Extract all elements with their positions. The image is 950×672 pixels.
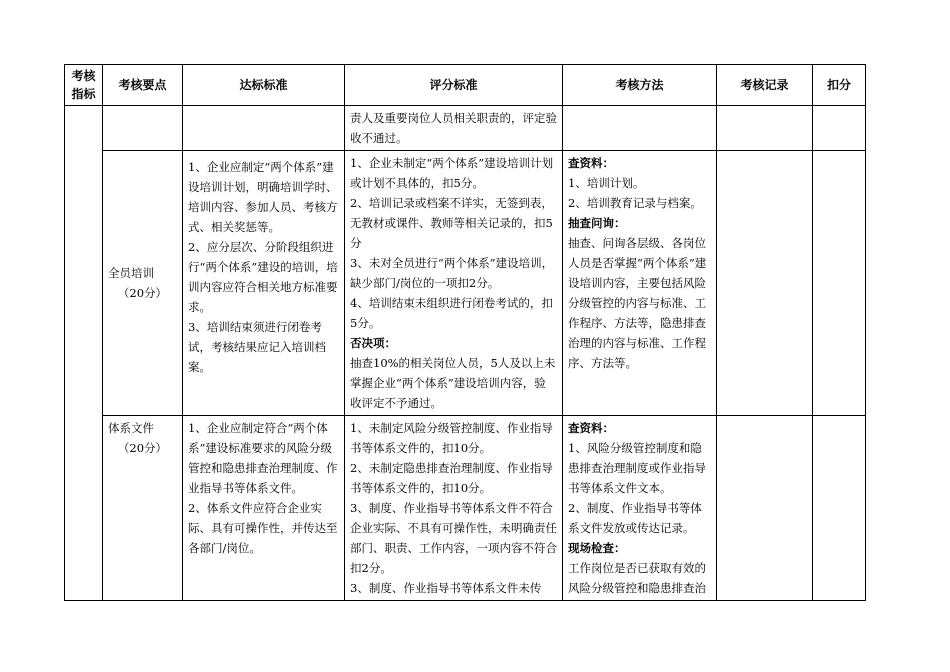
scoring-cell <box>345 416 563 601</box>
method-cell <box>563 106 717 151</box>
scoring-cell: 责人及重要岗位人员相关职责的，评定验收不通过。 <box>345 106 563 151</box>
record-cell <box>717 416 813 601</box>
veto-title: 否决项： <box>350 336 396 350</box>
inquiry-title: 抽查问询： <box>568 216 626 230</box>
key-point-cell <box>103 106 183 151</box>
scoring-cell <box>345 151 563 416</box>
scoring-item: 4、培训结束未组织进行闭卷考试的，扣5分。 <box>350 296 553 330</box>
standard-cell <box>183 416 345 601</box>
header-indicator: 考核指标 <box>65 65 103 106</box>
header-standard: 达标标准 <box>183 65 345 106</box>
key-point-label: 全员培训 <box>108 266 154 280</box>
header-key-point: 考核要点 <box>103 65 183 106</box>
veto-text: 抽查10%的相关岗位人员，5人及以上未掌握企业“两个体系”建设培训内容，验收评定不予通过。 <box>350 356 556 410</box>
check-docs-item: 2、培训教育记录与档案。 <box>568 196 702 210</box>
check-docs-item: 1、培训计划。 <box>568 176 645 190</box>
key-point-cell <box>103 151 183 416</box>
key-point-cell <box>103 416 183 601</box>
header-record: 考核记录 <box>717 65 813 106</box>
table-row-system-docs <box>65 416 866 601</box>
record-cell <box>717 151 813 416</box>
table-row-continuation <box>65 106 866 151</box>
check-docs-item: 1、风险分级管控制度和隐患排查治理制度或作业指导书等体系文件文本。 <box>568 441 706 495</box>
assessment-table <box>64 64 866 601</box>
record-cell <box>717 106 813 151</box>
deduction-cell <box>813 106 866 151</box>
standard-item: 1、企业应制定“两个体系”建设培训计划，明确培训学时、培训内容、参加人员、考核方式、相关奖惩等。 <box>188 160 338 234</box>
standard-item: 2、应分层次、分阶段组织进行“两个体系”建设的培训，培训内容应符合相关地方标准要求。 <box>188 240 338 314</box>
standard-item: 3、培训结束须进行闭卷考试，考核结果应记入培训档案。 <box>188 320 326 374</box>
check-docs-item: 2、制度、作业指导书等体系文件发放或传达记录。 <box>568 501 702 535</box>
key-point-score: （20分） <box>117 286 168 300</box>
deduction-cell <box>813 416 866 601</box>
scoring-item: 1、未制定风险分级管控制度、作业指导书等体系文件的，扣10分。 <box>350 421 553 455</box>
deduction-cell <box>813 151 866 416</box>
standard-item: 2、体系文件应符合企业实际、具有可操作性，并传达至各部门/岗位。 <box>188 501 338 555</box>
scoring-item: 3、制度、作业指导书等体系文件不符合企业实际、不具有可操作性，未明确责任部门、职责、工作内容，一项内容不符合扣2分。 <box>350 501 557 575</box>
scoring-item: 1、企业未制定“两个体系”建设培训计划或计划不具体的，扣5分。 <box>350 156 554 190</box>
check-docs-title: 查资料： <box>568 156 614 170</box>
standard-cell <box>183 151 345 416</box>
scoring-item: 3、制度、作业指导书等体系文件未传 <box>350 581 542 595</box>
scoring-item: 2、培训记录或档案不详实，无签到表，无教材或课件、教师等相关记录的，扣5分 <box>350 196 553 250</box>
inquiry-text: 抽查、问询各层级、各岗位人员是否掌握“两个体系”建设培训内容，主要包括风险分级管控的内容与标准、工作程序、方法等，隐患排查治理的内容与标准、工作程序、方法等。 <box>568 236 707 370</box>
key-point-score: （20分） <box>117 441 168 455</box>
header-deduction: 扣分 <box>813 65 866 106</box>
method-cell <box>563 416 717 601</box>
header-row <box>65 65 866 106</box>
header-method: 考核方法 <box>563 65 717 106</box>
standard-cell <box>183 106 345 151</box>
table-row-training <box>65 151 866 416</box>
standard-item: 1、企业应制定符合“两个体系”建设标准要求的风险分级管控和隐患排查治理制度、作业指导书等体系文件。 <box>188 421 338 495</box>
indicator-cell <box>65 106 103 601</box>
site-check-text: 工作岗位是否已获取有效的风险分级管控和隐患排查治 <box>568 561 706 595</box>
key-point-label: 体系文件 <box>108 421 154 435</box>
site-check-title: 现场检查： <box>568 541 626 555</box>
method-cell <box>563 151 717 416</box>
header-scoring: 评分标准 <box>345 65 563 106</box>
scoring-item: 3、未对全员进行“两个体系”建设培训，缺少部门/岗位的一项扣2分。 <box>350 256 554 290</box>
scoring-item: 2、未制定隐患排查治理制度、作业指导书等体系文件的，扣10分。 <box>350 461 553 495</box>
check-docs-title: 查资料： <box>568 421 614 435</box>
